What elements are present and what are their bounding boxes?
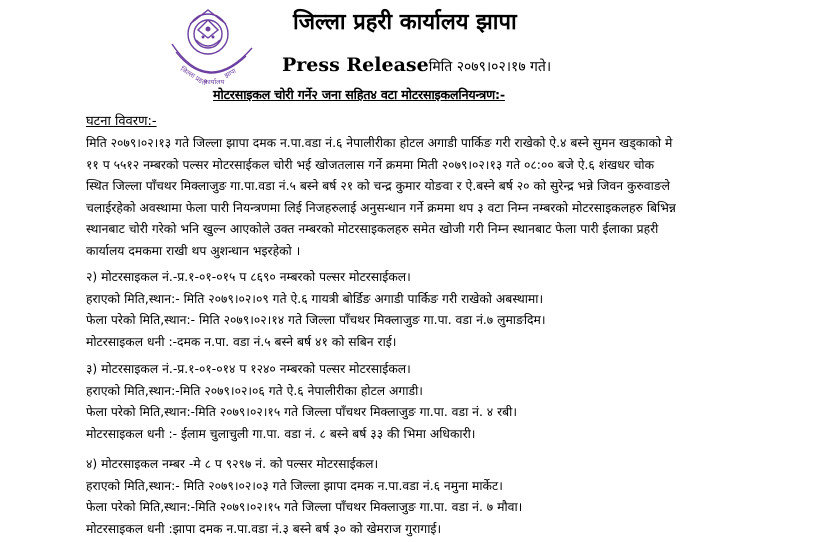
record-found: फेला परेको मिति,स्थान:-मिति २०७९।०२।१५ गते जिल्ला पाँचथर मिक्लाजुङ गा.पा. वडा नं. ७ मौवा। [86,500,523,514]
narrative-line: चलाईरहेको अवस्थामा फेला पारी नियन्त्रणमा लिई निजहरुलाई अनुसन्धान गर्ने क्रममा थप ३ वटा निम्न नम्बरको मोटरसाइकलहरु बिभिन्न [86,200,676,215]
record-found: फेला परेको मिति,स्थान:-मिति २०७९।०२।१५ गते जिल्ला पाँचथर मिक्लाजुङ गा.पा. वडा नं. ४ रबी। [86,405,518,419]
office-title: जिल्ला प्रहरी कार्यालय झापा [293,10,517,35]
record-lost: हराएको मिति,स्थान:- मिति २०७९।०२।०३ गते जिल्ला झापा दमक न.पा.वडा नं.६ नमुना मार्केट। [86,478,503,493]
press-release-date: मिति २०७९।०२।१७ गते। [428,59,552,75]
incident-heading: घटना विवरण:- [86,114,157,129]
record-title: २) मोटरसाइकल नं.-प्र.१-०१-०१५ प ८६९० नम्बरको पल्सर मोटरसाईकल। [86,270,411,284]
narrative-line: कार्यालय दमकमा राखी थप अुशन्धान भइरहेको । [86,243,301,258]
record-owner: मोटरसाइकल धनी :-दमक न.पा. वडा नं.५ बस्ने बर्ष ४१ को सबिन राई। [86,334,397,349]
svg-text:कार्यालय: कार्यालय [204,78,225,86]
press-release-line [282,52,551,80]
police-logo-icon [168,4,258,94]
record-found: फेला परेको मिति,स्थान:- मिति २०७९।०२।१४ गते जिल्ला पाँचथर मिक्लाजुङ गा.पा. वडा नं.७ लुमाङदिम। [86,313,546,327]
record-lost: हराएको मिति,स्थान:- मिति २०७९।०२।०९ गते ऐ.६ गायत्री बोर्डिङ अगाडी पार्किङ गरी राखेको अबस्थामा। [86,291,544,306]
svg-text:झापा: झापा [223,66,238,80]
press-release-label: Press Release [282,54,429,76]
narrative-line: स्थानबाट चोरी गरेको भनि खुल्न आएकोले उक्त नम्बरको मोटरसाइकलहरु समेत खोजी गरी निम्न स्थानबाट फेला पारी ईलाका प्रहरी [86,222,659,237]
record-1 [86,267,786,353]
record-owner: मोटरसाइकल धनी :झापा दमक न.पा.वडा नं.३ बस्ने बर्ष ३० को खेमराज गुरागाई। [86,521,442,536]
record-3 [86,454,786,540]
record-owner: मोटरसाइकल धनी :- ईलाम चुलाचुली गा.पा. वडा नं. ८ बस्ने बर्ष ३३ की भिमा अधिकारी। [86,426,476,441]
narrative-line: मिति २०७९।०२।१३ गते जिल्ला झापा दमक न.पा.वडा नं.६ नेपालीरीका होटल अगाडी पार्किङ गरी राखेको ऐ.४ बस्ने सुमन खड्काको मे [86,136,673,150]
narrative-line: ११ प ५५१२ नम्बरको पल्सर मोटरसाईकल चोरी भई खोजतलास गर्ने क्रममा मिती २०७९।०२।१३ गते ०८:०० बजे ऐ.६ शंखधर चोक [86,157,655,172]
headline: मोटरसाइकल चोरी गर्ने२ जना सहित४ वटा मोटरसाइकलनियन्त्रण:- [213,87,505,102]
svg-text:जिल्ला प्रहरी: जिल्ला प्रहरी [178,64,208,88]
record-lost: हराएको मिति,स्थान:-मिति २०७९।०२।०६ गते ऐ.६ नेपालीरीका होटल अगाडी। [86,383,423,398]
record-2 [86,359,786,445]
record-title: ३) मोटरसाइकल नं.-प्र.१-०१-०१४ प १२४० नम्बरको पल्सर मोटरसाईकल। [86,362,411,376]
narrative-line: स्थित जिल्ला पाँचथर मिक्लाजुङ गा.पा.वडा नं.५ बस्ने बर्ष २१ को चन्द्र कुमार योङवा र ऐ.बस्ने बर्ष २० को सुरेन्द्र भन्ने जिवन कुरुवाङले [86,179,670,194]
record-title: ४) मोटरसाइकल नम्बर -मे ८ प ९२९७ नं. को पल्सर मोटरसाईकल। [86,457,379,471]
incident-narrative [86,133,766,263]
